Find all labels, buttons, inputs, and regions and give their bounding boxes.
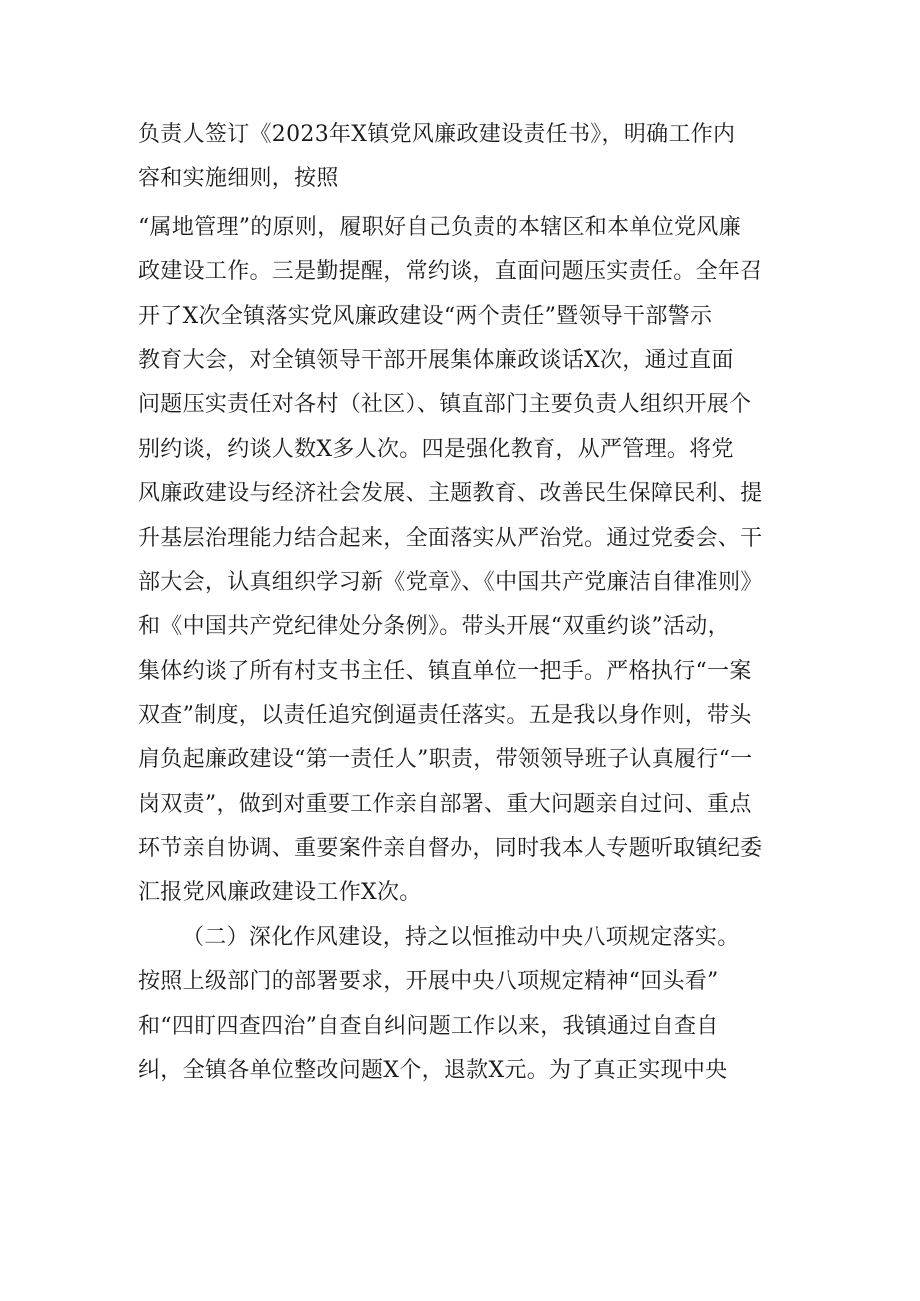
body-line-3: “属地管理”的原则，履职好自己负责的本辖区和本单位党风廉 xyxy=(138,215,741,240)
body-line-4: 政建设工作。三是勤提醒，常约谈，直面问题压实责任。全年召 xyxy=(138,259,763,284)
body-line-13: 集体约谈了所有村支书主任、镇直单位一把手。严格执行“一案 xyxy=(138,659,752,684)
body-line-7: 问题压实责任对各村（社区）、镇直部门主要负责人组织开展个 xyxy=(138,392,752,417)
body-line-14: 双查”制度，以责任追究倒逼责任落实。五是我以身作则，带头 xyxy=(138,703,752,728)
body-line-22: 纠，全镇各单位整改问题X个，退款X元。为了真正实现中央 xyxy=(138,1058,728,1083)
body-line-6: 教育大会，对全镇领导干部开展集体廉政谈话X次，通过直面 xyxy=(138,348,734,373)
body-line-8: 别约谈，约谈人数X多人次。四是强化教育，从严管理。将党 xyxy=(138,437,734,462)
body-line-18: 汇报党风廉政建设工作X次。 xyxy=(138,880,422,905)
body-line-16: 岗双责”，做到对重要工作亲自部署、重大问题亲自过问、重点 xyxy=(138,792,752,817)
body-line-5: 开了X次全镇落实党风廉政建设“两个责任”暨领导干部警示 xyxy=(138,304,713,329)
body-line-21: 和“四盯四查四治”自查自纠问题工作以来，我镇通过自查自 xyxy=(138,1014,719,1039)
body-line-12: 和《中国共产党纪律处分条例》。带头开展“双重约谈”活动， xyxy=(138,614,730,639)
body-line-15: 肩负起廉政建设“第一责任人”职责，带领领导班子认真履行“一 xyxy=(138,747,753,772)
body-line-20: 按照上级部门的部署要求，开展中央八项规定精神“回头看” xyxy=(138,969,719,994)
body-line-10: 升基层治理能力结合起来，全面落实从严治党。通过党委会、干 xyxy=(138,526,763,551)
body-line-11: 部大会，认真组织学习新《党章》、《中国共产党廉洁自律准则》 xyxy=(138,570,763,595)
body-line-1: 负责人签订《2023年X镇党风廉政建设责任书》，明确工作内 xyxy=(138,122,736,147)
body-line-9: 风廉政建设与经济社会发展、主题教育、改善民生保障民利、提 xyxy=(138,481,763,506)
section-heading: （二）深化作风建设，持之以恒推动中央八项规定落实。 xyxy=(182,925,740,950)
body-line-2: 容和实施细则，按照 xyxy=(138,166,339,191)
body-line-17: 环节亲自协调、重要案件亲自督办，同时我本人专题听取镇纪委 xyxy=(138,836,763,861)
